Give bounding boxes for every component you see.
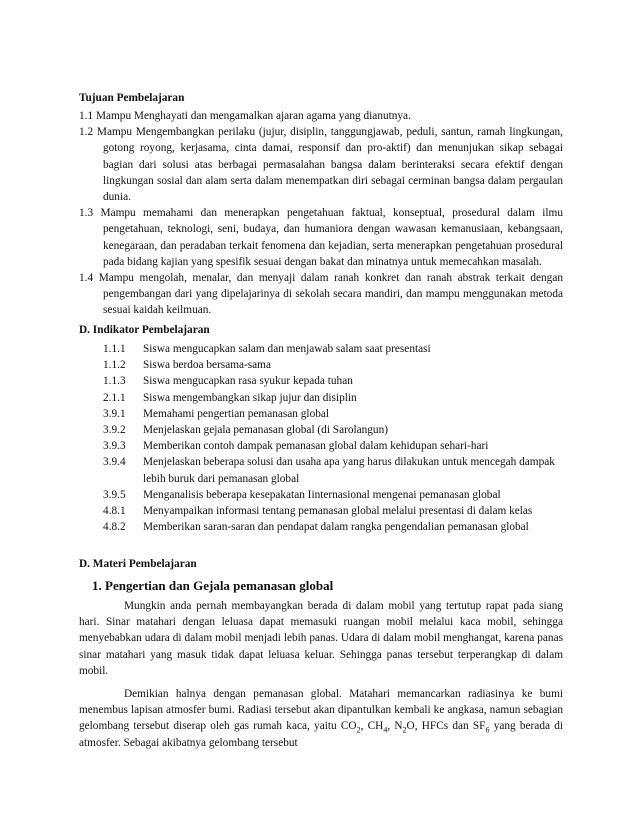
para2-text: Demikian halnya dengan pemanasan global. Matahari memancarkan radiasinya ke bumi menembus lapisan atmosfer bumi. Radiasi tersebut akan dipantulkan kembali ke angkasa, namun sebagian gelombang tersebut diserap oleh gas rumah kaca, yaitu CO xyxy=(79,688,563,733)
indikator-list xyxy=(103,341,563,535)
indikator-code: 1.1.2 xyxy=(103,359,126,372)
indikator-code: 4.8.1 xyxy=(103,505,126,518)
indikator-code: 3.9.1 xyxy=(103,407,126,420)
indikator-text: Siswa berdoa bersama-sama xyxy=(143,359,271,372)
indikator-code: 4.8.2 xyxy=(103,521,126,534)
indikator-row xyxy=(103,390,563,406)
indikator-row xyxy=(103,487,563,503)
indikator-code: 3.9.4 xyxy=(103,456,126,469)
indikator-code: 1.1.1 xyxy=(103,343,126,355)
subscript: 2 xyxy=(402,725,407,735)
tujuan-item-1-1: 1.1 Mampu Menghayati dan mengamalkan ajaran agama yang dianutnya. xyxy=(79,110,411,122)
indikator-text: Memberikan saran-saran dan pendapat dalam rangka pengendalian pemanasan global xyxy=(143,521,529,534)
indikator-code: 3.9.5 xyxy=(103,488,126,501)
materi-paragraph-2 xyxy=(79,686,563,751)
para2-text: , N xyxy=(387,720,403,733)
tujuan-item-1-4: 1.4 Mampu mengolah, menalar, dan menyaji dalam ranah konkret dan ranah abstrak terkait dengan pengembangan dari yang dipelajarinya di sekolah secara mandiri, dan mampu menggunakan metoda sesuai kaidah keilmuan. xyxy=(79,272,563,317)
indikator-text: Menjelaskan beberapa solusi dan usaha apa yang harus dilakukan untuk mencegah dampak lebih buruk dari pemanasan global xyxy=(143,456,555,485)
tujuan-item-1-2: 1.2 Mampu Mengembangkan perilaku (jujur, disiplin, tanggungjawab, peduli, santun, ramah lingkungan, gotong royong, kerjasama, cinta damai, responsif dan pro-aktif) dan menunjukan sikap sebagai bagian dari solusi atas berbagai permasalahan bangsa dalam berinteraksi secara efektif dengan lingkungan sosial dan alam serta dalam menempatkan diri sebagai cerminan bangsa dalam pergaulan dunia. xyxy=(79,126,563,204)
indikator-code: 3.9.3 xyxy=(103,440,126,453)
indikator-row xyxy=(103,438,563,454)
para2-text: O, HFCs dan SF xyxy=(406,720,486,733)
materi-paragraph-1: Mungkin anda pernah membayangkan berada di dalam mobil yang tertutup rapat pada siang hari. Sinar matahari dengan leluasa dapat memasuki ruangan mobil melalui kaca mobil, sehingga menyebabkan udara di dalam mobil menjadi lebih panas. Udara di dalam mobil menghangat, karena panas sinar matahari yang masuk tidak dapat leluasa keluar. Sehingga panas tersebut terperangkap di dalam mobil. xyxy=(79,600,563,677)
indikator-row xyxy=(103,519,563,535)
indikator-text: Menjelaskan gejala pemanasan global (di Sarolangun) xyxy=(143,424,388,437)
tujuan-item-1-3: 1.3 Mampu memahami dan menerapkan pengetahuan faktual, konseptual, prosedural dalam ilmu pengetahuan, teknologi, seni, budaya, dan humaniora dengan wawasan kemanusiaan, kebangsaan, kenegaraan, dan peradaban terkait fenomena dan kejadian, serta menerapkan pengetahuan prosedural pada bidang kajian yang spesifik sesuai dengan bakat dan minatnya untuk memecahkan masalah. xyxy=(79,207,563,268)
subscript: 4 xyxy=(383,725,388,735)
indikator-code: 3.9.2 xyxy=(103,424,126,437)
indikator-text: Siswa mengucapkan salam dan menjawab salam saat presentasi xyxy=(143,343,431,355)
para2-text: yang berada di atmosfer. Sebagai akibatnya gelombang tersebut xyxy=(79,720,563,749)
indikator-code: 2.1.1 xyxy=(103,391,126,404)
indikator-row xyxy=(103,357,563,373)
indikator-text: Siswa mengucapkan rasa syukur kepada tuhan xyxy=(143,375,353,388)
materi-subheading: 1. Pengertian dan Gejala pemanasan global xyxy=(92,578,334,593)
para2-text: , CH xyxy=(360,720,384,733)
indikator-row xyxy=(103,373,563,389)
indikator-row xyxy=(103,422,563,438)
indikator-row xyxy=(103,341,563,357)
subscript: 2 xyxy=(356,725,361,735)
indikator-text: Menyampaikan informasi tentang pemanasan global melalui presentasi di dalam kelas xyxy=(143,505,533,518)
indikator-row xyxy=(103,454,563,486)
tujuan-list xyxy=(79,108,563,319)
indikator-row xyxy=(103,503,563,519)
indikator-text: Memberikan contoh dampak pemanasan global dalam kehidupan sehari-hari xyxy=(143,440,489,453)
indikator-text: Memahami pengertian pemanasan global xyxy=(143,407,330,420)
indikator-text: Siswa mengembangkan sikap jujur dan disiplin xyxy=(143,391,357,404)
indikator-text: Menganalisis beberapa kesepakatan Iinternasional mengenai pemanasan global xyxy=(143,488,501,501)
indikator-code: 1.1.3 xyxy=(103,375,126,388)
indikator-row xyxy=(103,406,563,422)
indikator-heading: D. Indikator Pembelajaran xyxy=(79,324,210,336)
tujuan-heading: Tujuan Pembelajaran xyxy=(79,92,185,104)
subscript: 6 xyxy=(485,725,490,735)
materi-heading: D. Materi Pembelajaran xyxy=(79,558,197,570)
